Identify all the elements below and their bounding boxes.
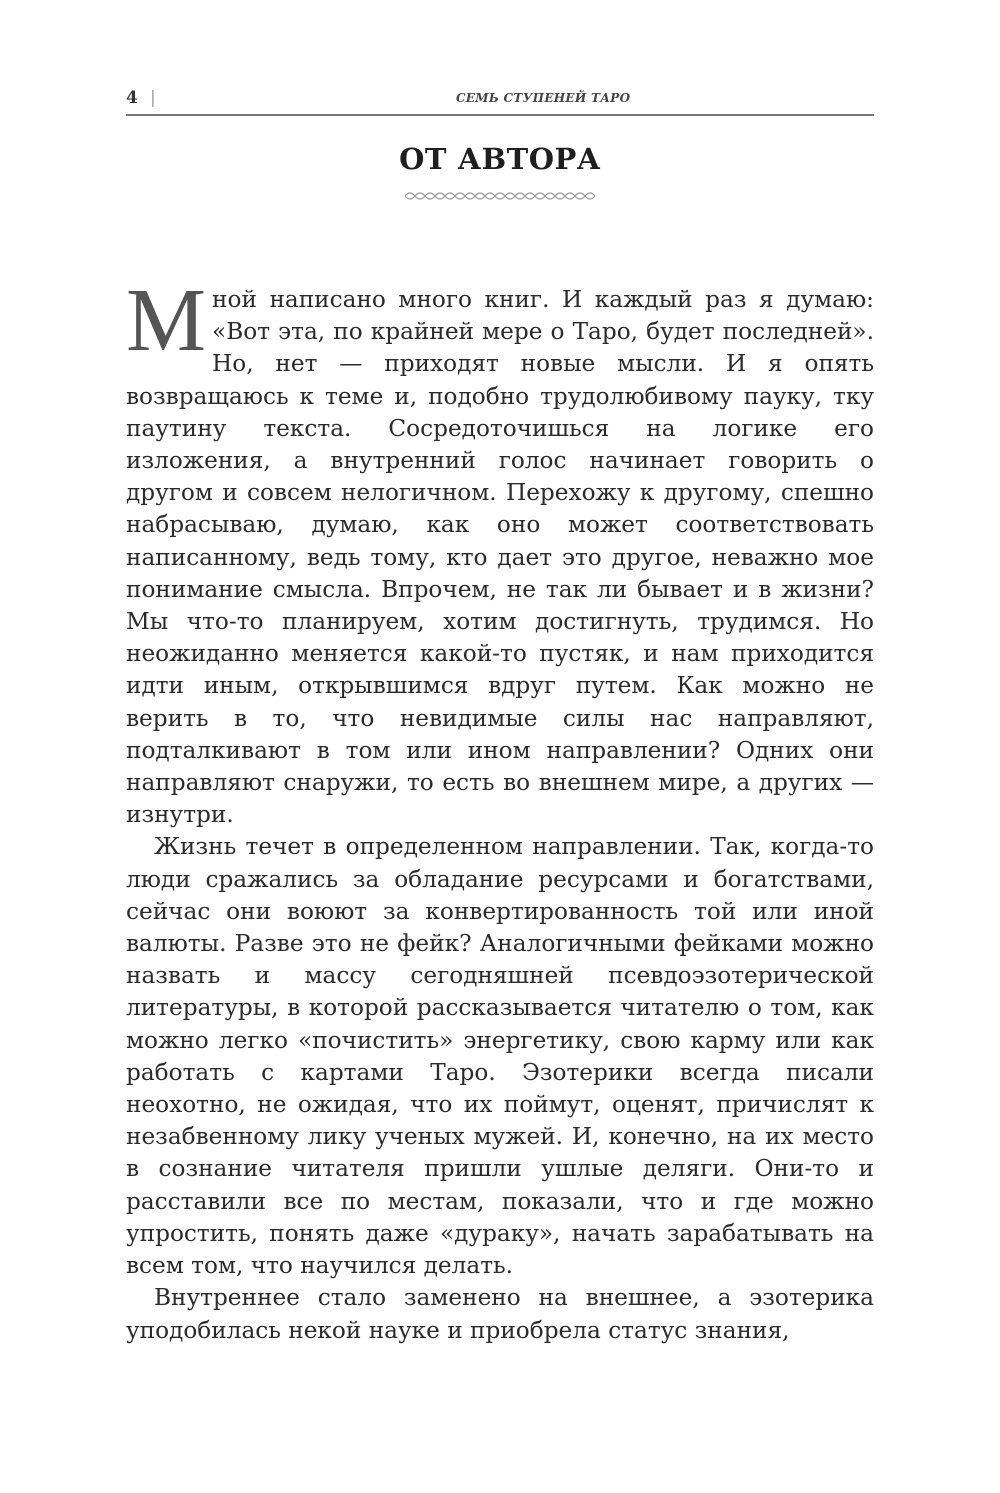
paragraph-1	[126, 271, 874, 831]
drop-cap: М	[126, 271, 207, 370]
paragraph-3: Внутреннее стало заменено на внешнее, а эзотерика уподобилась некой науке и приобрела статус знания,	[126, 1284, 874, 1344]
page-header	[126, 88, 874, 114]
header-rule	[126, 114, 874, 116]
paragraph-1-text: ной написано много книг. И каждый раз я думаю: «Вот эта, по крайней мере о Таро, будет последней». Но, нет — приходят новые мысли. И я опять возвращаюсь к теме и, подобно трудолюбивому пауку, тку паутину текста. Сосредоточишься на логике его изложения, а внутренний голос начинает говорить о другом и совсем нелогичном. Перехожу к другому, спешно набрасываю, думаю, как оно может соответствовать написанному, ведь тому, кто дает это другое, неважно мое понимание смысла. Впрочем, не так ли бывает и в жизни? Мы что-то планируем, хотим достигнуть, трудимся. Но неожиданно меняется какой-то пустяк, и нам приходится идти иным, открывшимся вдруг путем. Как можно не верить в то, что невидимые силы нас направляют, подталкивают в том или ином направлении? Одних они направляют снаружи, то есть во внешнем мире, а других — изнутри.	[126, 286, 874, 829]
page-number: 4	[126, 88, 138, 108]
decorative-ornament-icon	[405, 189, 595, 203]
chapter-title: ОТ АВТОРА	[399, 142, 601, 176]
body-text	[126, 271, 874, 1347]
paragraph-2: Жизнь течет в определенном направлении. Так, когда-то люди сражались за обладание ресурсами и богатствами, сейчас они воюют за конвертированность той или иной валюты. Разве это не фейк? Аналогичными фейками можно назвать и массу сегодняшней псевдоэзотерической литературы, в которой рассказывается читателю о том, как можно легко «почистить» энергетику, свою карму или как работать с картами Таро. Эзотерики всегда писали неохотно, не ожидая, что их поймут, оценят, причислят к незабвенному лику ученых мужей. И, конечно, на их место в сознание читателя пришли ушлые деляги. Они-то и расставили все по местам, показали, что и где можно упростить, понять даже «дураку», начать зарабатывать на всем том, что научился делать.	[126, 833, 874, 1280]
running-head: СЕМЬ СТУПЕНЕЙ ТАРО	[456, 91, 631, 105]
header-separator: |	[150, 88, 156, 108]
